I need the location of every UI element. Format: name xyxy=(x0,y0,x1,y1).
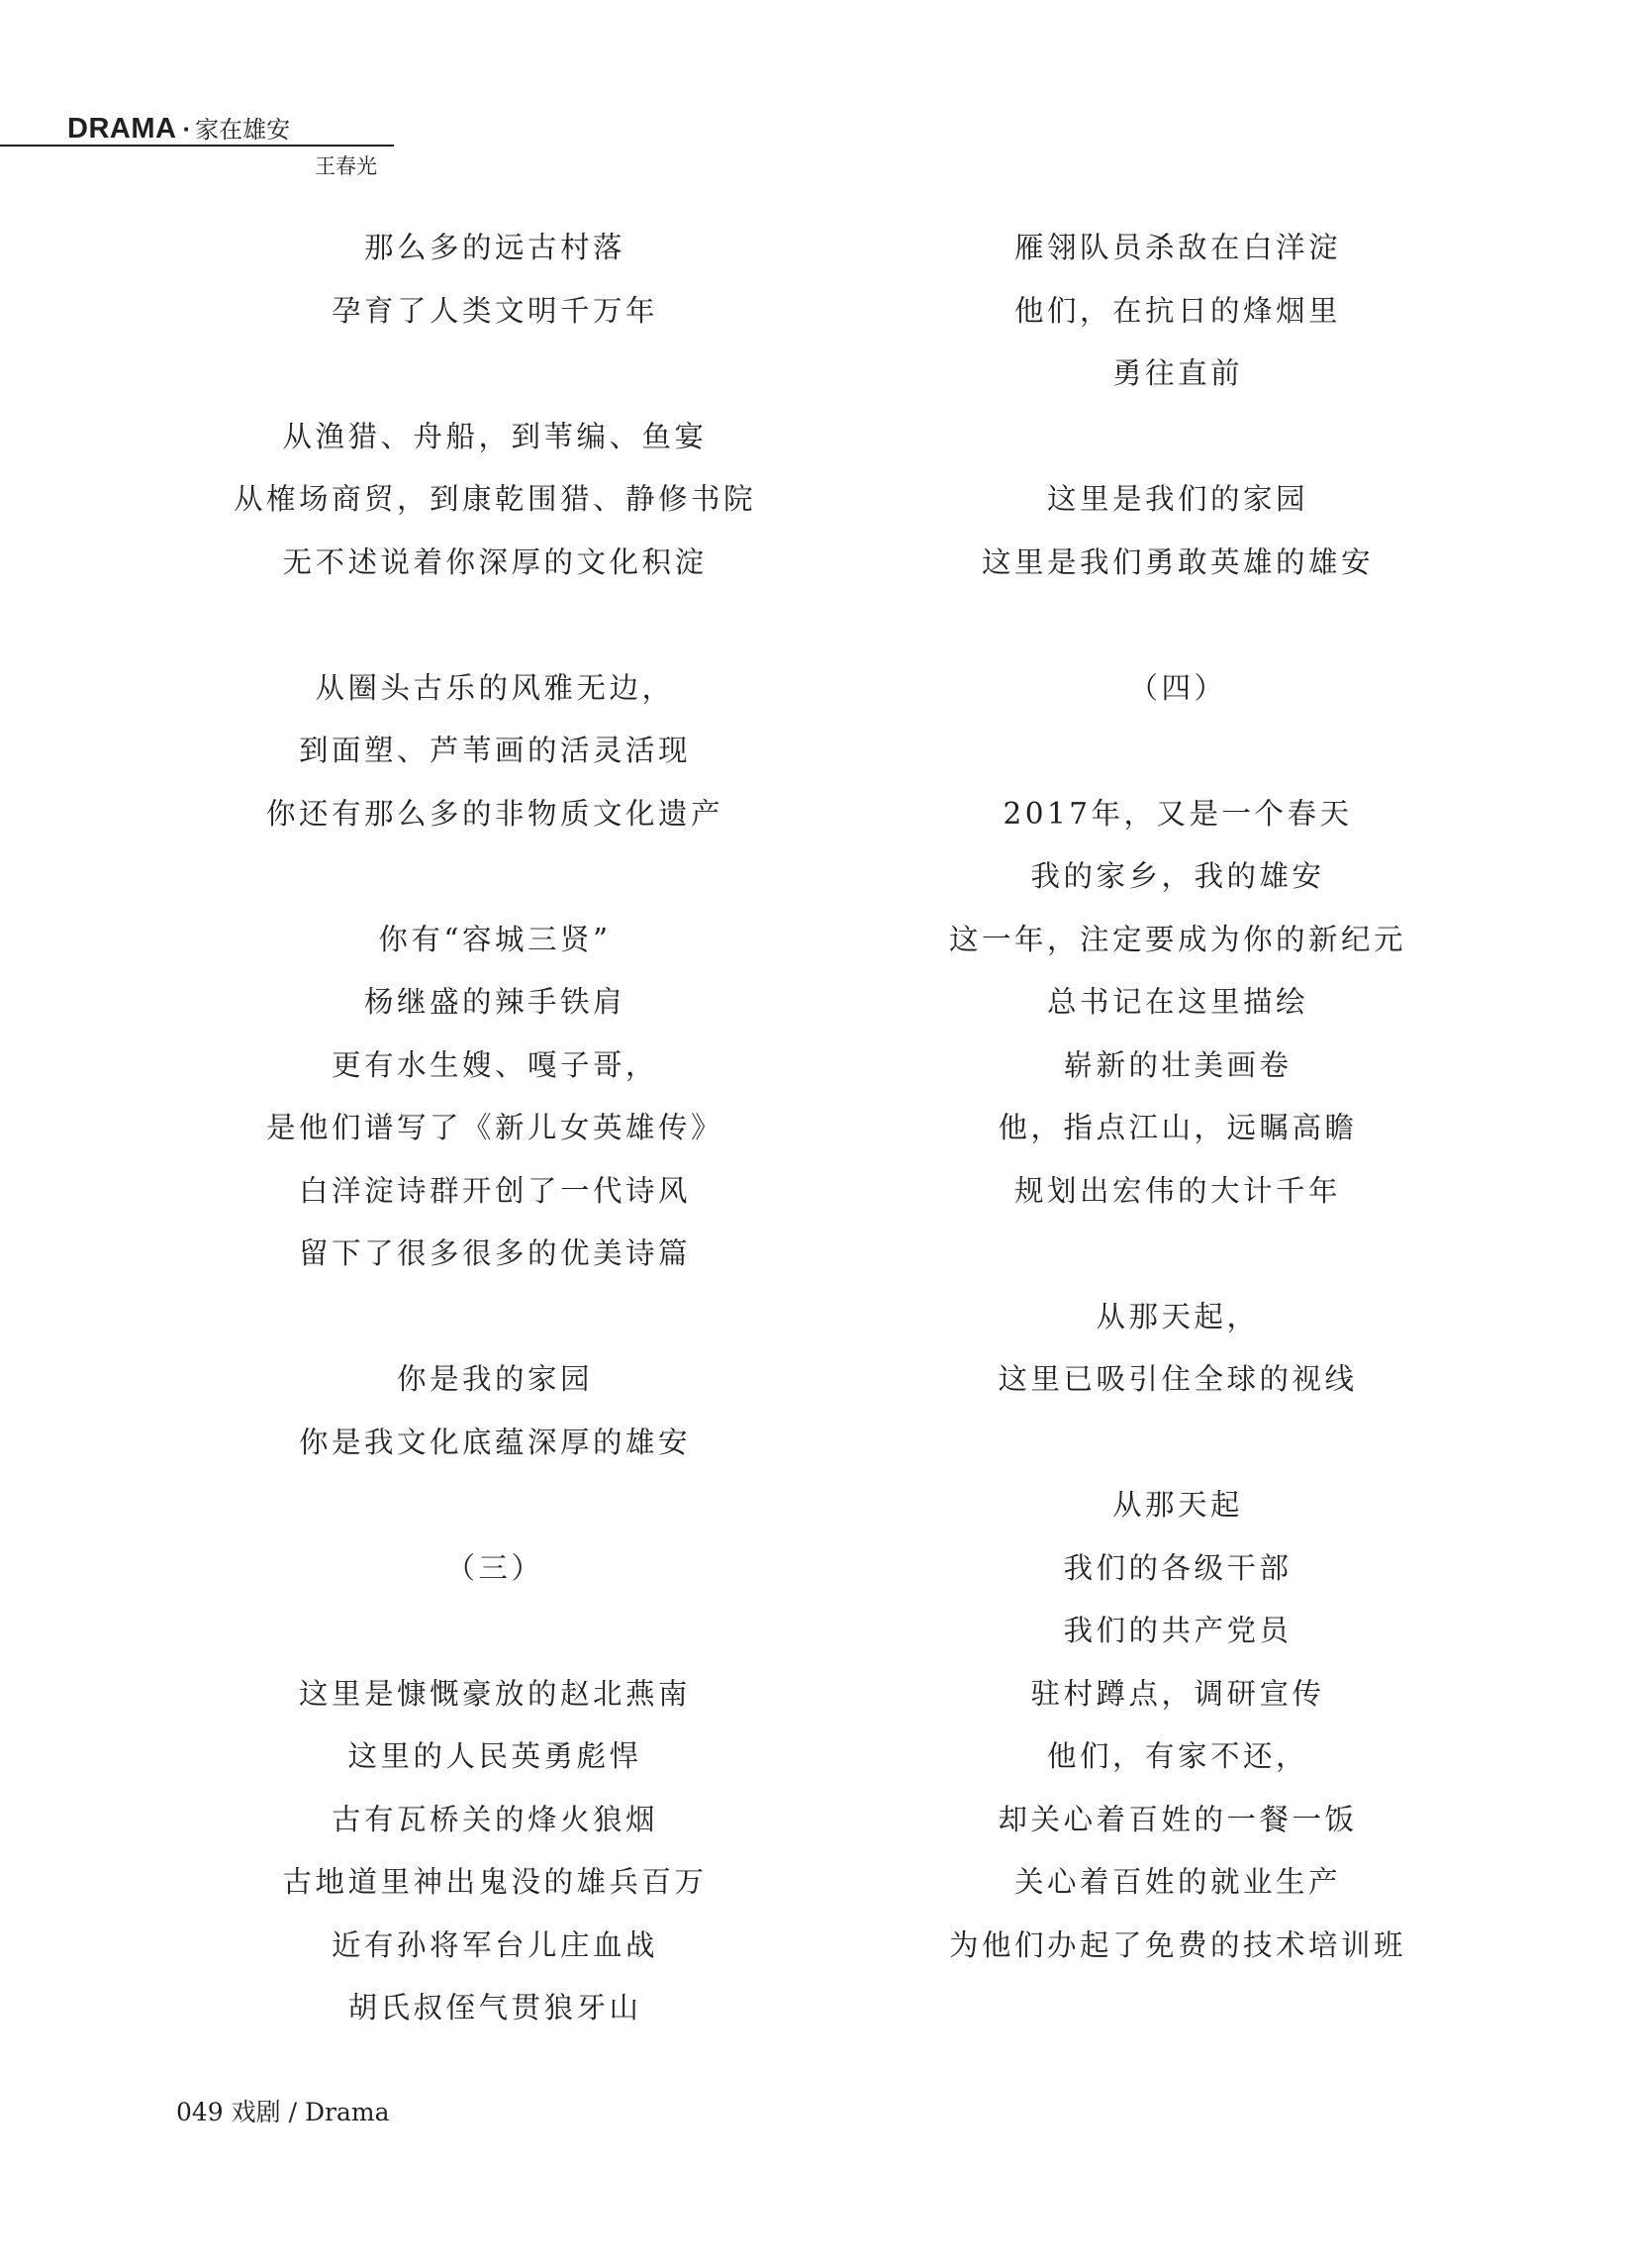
poem-line: 这里已吸引住全球的视线 xyxy=(998,1362,1358,1396)
stanza-gap xyxy=(861,413,1494,476)
stanza-gap xyxy=(861,727,1494,790)
poem-line: 这一年，注定要成为你的新纪元 xyxy=(948,922,1406,956)
author-name: 王春光 xyxy=(315,154,377,178)
poem-line: 我的家乡，我的雄安 xyxy=(1030,859,1325,893)
poem-line: 从那天起 xyxy=(1111,1488,1243,1522)
poem-line: 是他们谱写了《新儿女英雄传》 xyxy=(265,1111,723,1144)
poem-line: 关心着百姓的就业生产 xyxy=(1013,1865,1341,1899)
poem-line: 他，指点江山，远瞩高瞻 xyxy=(998,1111,1358,1144)
poem-line: 到面塑、芦苇画的活灵活现 xyxy=(298,734,691,767)
poem-line: 近有孙将军台儿庄血战 xyxy=(331,1927,658,1962)
section-heading: （三） xyxy=(445,1550,544,1585)
poem-line: 那么多的远古村落 xyxy=(363,231,625,264)
poem-line: 我们的各级干部 xyxy=(1063,1550,1293,1585)
poem-line: 从那天起， xyxy=(1096,1299,1260,1333)
poem-line: 这里是我们勇敢英雄的雄安 xyxy=(981,544,1374,579)
poem-line: 雁翎队员杀敌在白洋淀 xyxy=(1013,231,1341,264)
page-footer: 049 戏剧 / Drama xyxy=(176,2098,390,2126)
stanza-gap xyxy=(861,1419,1494,1482)
poem-line: 无不述说着你深厚的文化积淀 xyxy=(282,544,708,579)
stanza-gap xyxy=(178,1607,812,1670)
poem-line: 杨继盛的辣手铁肩 xyxy=(363,985,625,1019)
poem-line: 我们的共产党员 xyxy=(1063,1614,1293,1647)
poem-line: 你是我文化底蕴深厚的雄安 xyxy=(298,1425,691,1459)
stanza-gap xyxy=(178,349,812,413)
poem-line: 从榷场商贸，到康乾围猎、静修书院 xyxy=(233,482,756,516)
stanza-gap xyxy=(861,601,1494,664)
poem-line: 白洋淀诗群开创了一代诗风 xyxy=(298,1173,691,1208)
poem-line: 崭新的壮美画卷 xyxy=(1063,1047,1293,1082)
header-rule xyxy=(0,145,394,147)
poem-line: 2017年，又是一个春天 xyxy=(1003,796,1353,831)
poem-line: 却关心着百姓的一餐一饭 xyxy=(998,1802,1358,1836)
poem-line: 孕育了人类文明千万年 xyxy=(331,293,658,328)
poem-line: 勇往直前 xyxy=(1111,356,1243,390)
poem-line: 胡氏叔侄气贯狼牙山 xyxy=(347,1991,642,2024)
poem-line: 为他们办起了免费的技术培训班 xyxy=(948,1927,1406,1962)
page-header xyxy=(0,109,396,188)
stanza-gap xyxy=(178,601,812,664)
poem-right-column xyxy=(861,224,1494,1984)
poem-line: 这里是我们的家园 xyxy=(1046,482,1308,516)
poem-line: 他们，有家不还， xyxy=(1046,1739,1308,1773)
stanza-gap xyxy=(861,1230,1494,1293)
poem-line: 从圈头古乐的风雅无边， xyxy=(315,670,675,705)
section-heading: （四） xyxy=(1128,670,1227,705)
poem-line: 你有“容城三贤” xyxy=(378,922,612,956)
poem-line: 古有瓦桥关的烽火狼烟 xyxy=(331,1802,658,1836)
poem-line: 从渔猎、舟船，到苇编、鱼宴 xyxy=(282,419,708,453)
poem-left-column xyxy=(178,224,812,2047)
poem-line: 驻村蹲点，调研宣传 xyxy=(1030,1676,1325,1711)
stanza-gap xyxy=(178,1293,812,1356)
poem-line: 更有水生嫂、嘎子哥， xyxy=(331,1047,658,1082)
stanza-gap xyxy=(178,852,812,916)
column-name: 家在雄安 xyxy=(195,116,291,144)
magazine-brand: DRAMA xyxy=(67,113,177,145)
poem-line: 留下了很多很多的优美诗篇 xyxy=(298,1236,691,1270)
poem-line: 这里的人民英勇彪悍 xyxy=(347,1739,642,1773)
poem-line: 你是我的家园 xyxy=(396,1362,593,1396)
poem-line: 古地道里神出鬼没的雄兵百万 xyxy=(282,1865,708,1899)
header-separator: · xyxy=(182,114,192,144)
poem-line: 总书记在这里描绘 xyxy=(1046,985,1308,1019)
header-title xyxy=(67,113,290,146)
poem-line: 这里是慷慨豪放的赵北燕南 xyxy=(298,1676,691,1711)
stanza-gap xyxy=(178,1481,812,1544)
poem-line: 规划出宏伟的大计千年 xyxy=(1013,1173,1341,1208)
poem-line: 你还有那么多的非物质文化遗产 xyxy=(265,796,723,831)
poem-line: 他们，在抗日的烽烟里 xyxy=(1013,293,1341,328)
